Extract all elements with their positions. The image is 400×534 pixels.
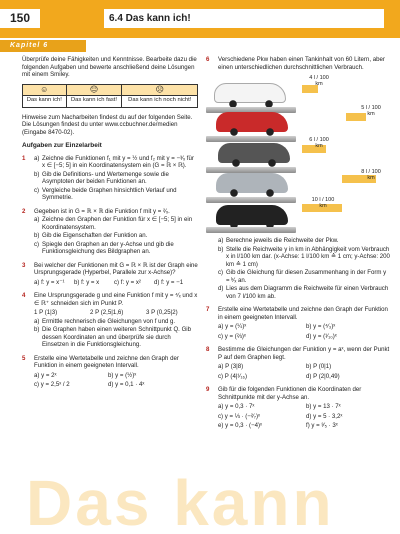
task-number: 4 [22,292,26,299]
task-option: c) y = (⅔)ˣ [218,332,246,340]
task-text: Gegeben ist in G = ℝ × ℝ die Funktion f mit y = ²⁄ₓ. [34,207,170,215]
task-6 [206,56,391,71]
car-red-image [216,112,288,132]
rating-label: Das kann ich! [23,95,67,107]
task-text: Vergleiche beide Graphen hinsichtlich Verlauf und Symmetrie. [42,186,177,201]
point-option: 1 P (1|3) [34,309,58,316]
task-option: a) y = 0,3 · 7ˣ [218,403,255,410]
task-text: Zeichne den Graphen der Funktion für x ∈ [−5; 5] in ein Koordinatensystem. [42,216,193,231]
consumption-label: 4 l / 100 km [309,75,329,87]
task-option: a) y = (¼)ˣ [218,323,247,330]
self-assessment-table [22,84,198,108]
task-text: Gib die Eigenschaften der Funktion an. [42,232,148,239]
task-option: b) y = (⁴⁄₃)ˣ [306,323,336,330]
task-option: c) y = ⅓ · (−²⁄₇)ˣ [218,412,261,420]
task-option: e) y = 0,3 · (−4)ˣ [218,422,262,429]
point-option: 3 P (0,25|2) [146,309,178,316]
task-text: Erstelle eine Wertetabelle und zeichne den Graph der Funktion in einem geeigneten Intervall. [218,306,388,321]
car-consumption-illustration [206,77,391,233]
task-number: 2 [22,207,26,215]
task-number: 1 [22,154,26,162]
task-text: Zeichne die Funktionen f₁ mit y = ½ und f₂ mit y = −³⁄ₓ für x ∈ [−5; 5] in ein Koordinatensystem ein (G = ℝ × ℝ). [42,154,194,169]
task-7 [206,306,391,340]
task-number: 5 [22,354,26,362]
task-text: Lies aus dem Diagramm die Reichweite für einen Verbrauch von 7 l/100 km ab. [226,285,389,300]
car-white-image [214,83,286,103]
task-option: b) y = (½)ˣ [108,371,137,379]
point-option: 2 P (2,5|1,6) [90,309,124,316]
task-text: Gib die Gleichung für diesen Zusammenhang in der Form y = ᵏ⁄ₓ an. [226,269,387,284]
intro-text: Überprüfe deine Fähigkeiten und Kenntnisse. Bearbeite dazu die folgenden Aufgaben und bewerte anschließend deine Lösungen mit einem Smiley. [22,56,197,78]
task-option: d) f: y = −1 [154,278,184,286]
task-option: d) y = 0,1 · 4ˣ [108,381,145,388]
consumption-label: 5 l / 100 km [361,105,381,117]
watermark-text: Das kann [26,467,335,534]
task-option: f) y = ³⁄₅ · 3ˣ [306,422,338,429]
left-column [22,56,198,395]
task-option: d) P (2|0,49) [306,372,340,380]
task-3 [22,262,198,287]
task-text: Ermittle rechnerisch die Gleichungen von f und g. [42,317,176,325]
task-text: Stelle die Reichweite y in km in Abhängigkeit vom Verbrauch x in l/100 km dar. (x-Achse: 1 l/100 km ≙ 1 cm; y-Achse: 200 km ≙ 1 cm) [226,245,390,268]
task-4: 4 Eine Ursprungsgerade g und eine Funktion f mit y = ⁴⁄ₓ und x ∈ ℝ⁺ schneiden sich im Punkt P. 1 P (1|3) 2 P (2,5|1,6) 3 P (0,25|2) a) Ermittle rechnerisch die Gleichungen von f und g. b) Die Graphen haben einen weiteren Schnittpunkt Q. Gib dessen Koordinaten an und überprüfe sie durch Einsetzen in die Funktionsgleichung. [22,292,198,348]
task-8 [206,346,391,380]
consumption-label: 6 l / 100 km [309,137,329,149]
car-black-image [216,205,288,225]
task-number: 7 [206,306,210,313]
smiley-neutral-icon: 😐 [66,84,122,95]
task-text: Die Graphen haben einen weiteren Schnittpunkt Q. Gib dessen Koordinaten an und überprüfe sie durch Einsetzen in die Funktionsgleichung. [42,326,192,348]
task-option: d) y = (¹⁄₁₀)ˣ [306,332,337,340]
task-number: 6 [206,56,210,63]
task-text: Eine Ursprungsgerade g und eine Funktion f mit y = ⁴⁄ₓ und x ∈ ℝ⁺ schneiden sich im Punkt P. [34,292,198,307]
right-column [206,56,391,436]
section-title: Aufgaben zur Einzelarbeit [22,142,102,149]
smiley-happy-icon: ☺ [23,84,67,95]
task-6-subtasks: a) Berechne jeweils die Reichweite der Pkw. b) Stelle die Reichweite y in km in Abhängigkeit vom Verbrauch x in l/100 km dar. (x-Achse: 1 l/100 km ≙ 1 cm; y-Achse: 200 km ≙ 1 cm) c) Gib die Gleichung für diesen Zusammenhang in der Form y = ᵏ⁄ₓ an. d) Lies aus dem Diagramm die Reichweite für einen Verbrauch von 7 l/100 km ab. [218,237,390,300]
task-number: 8 [206,346,210,353]
car-gray-image [218,143,290,163]
task-2: 2 Gegeben ist in G = ℝ × ℝ die Funktion f mit y = ²⁄ₓ. a) Zeichne den Graphen der Funktion für x ∈ [−5; 5] in ein Koordinatensystem. b) Gib die Eigenschaften der Funktion an. c) Spiegle den Graphen an der y-Achse und gib die Funktionsgleichung des Bildgraphen an. [22,208,198,256]
task-option: c) f: y = x² [114,278,141,286]
task-option: b) y = 13 · 7ˣ [306,403,341,410]
task-option: d) y = 5 · 3,2ˣ [306,412,343,420]
task-option: a) P (3|8) [218,363,244,370]
task-text: Bestimme die Gleichungen der Funktion y = aˣ, wenn der Punkt P auf dem Graphen liegt. [218,346,390,361]
car-silver-image [216,173,288,193]
consumption-label: 8 l / 100 km [361,169,381,181]
task-option: a) f: y = x⁻¹ [34,278,65,286]
task-number: 9 [206,386,210,393]
task-5 [22,355,198,389]
task-option: c) y = 2,5ˣ / 2 [34,381,70,388]
task-text: Gib für die folgenden Funktionen die Koordinaten der Schnittpunkte mit der y-Achse an. [218,386,362,401]
consumption-label: 10 l / 100 km [311,197,335,209]
task-text: Erstelle eine Wertetabelle und zeichne den Graph der Funktion in einem geeigneten Intervall. [34,354,179,369]
rating-label: Das kann ich fast! [66,95,122,107]
task-text: Verschiedene Pkw haben einen Tankinhalt von 60 Litern, aber einen unterschiedlichen durchschnittlichen Verbrauch. [218,56,385,71]
task-text: Bei welcher der Funktionen mit G = ℝ × ℝ ist der Graph eine Ursprungsgerade (Hyperbel, Parallele zur x-Achse)? [34,261,198,276]
task-text: Spiegle den Graphen an der y-Achse und gib die Funktionsgleichung des Bildgraphen an. [42,240,174,255]
task-number: 3 [22,261,26,269]
rating-label: Das kann ich noch nicht! [122,95,198,107]
page-number: 150 [0,9,40,28]
task-option: b) f: y = x [74,278,100,286]
smiley-sad-icon: ☹ [122,84,198,95]
task-option: b) P (0|1) [306,363,332,370]
task-option: a) y = 2ˣ [34,371,57,379]
task-text: Gib die Definitions- und Wertemenge sowie die Asymptoten der beiden Funktionen an. [42,170,169,185]
task-1: 1 a) Zeichne die Funktionen f₁ mit y = ½ und f₂ mit y = −³⁄ₓ für x ∈ [−5; 5] in ein Koordinatensystem ein (G = ℝ × ℝ). b) Gib die Definitions- und Wertemenge sowie die Asymptoten der beiden Funktionen an. c) Vergleiche beide Graphen hinsichtlich Verlauf und Symmetrie. [22,154,194,201]
task-text: Berechne jeweils die Reichweite der Pkw. [226,237,339,244]
task-9 [206,386,391,430]
task-option: c) P (4|¹⁄₁₆) [218,372,248,380]
page-title: 6.4 Das kann ich! [104,9,384,28]
chapter-label: Kapitel 6 [0,40,86,52]
hint-text: Hinweise zum Nacharbeiten findest du auf der folgenden Seite. Die Lösungen findest du unter www.ccbuchner.de/medien (Eingabe 8470-02). [22,113,193,136]
